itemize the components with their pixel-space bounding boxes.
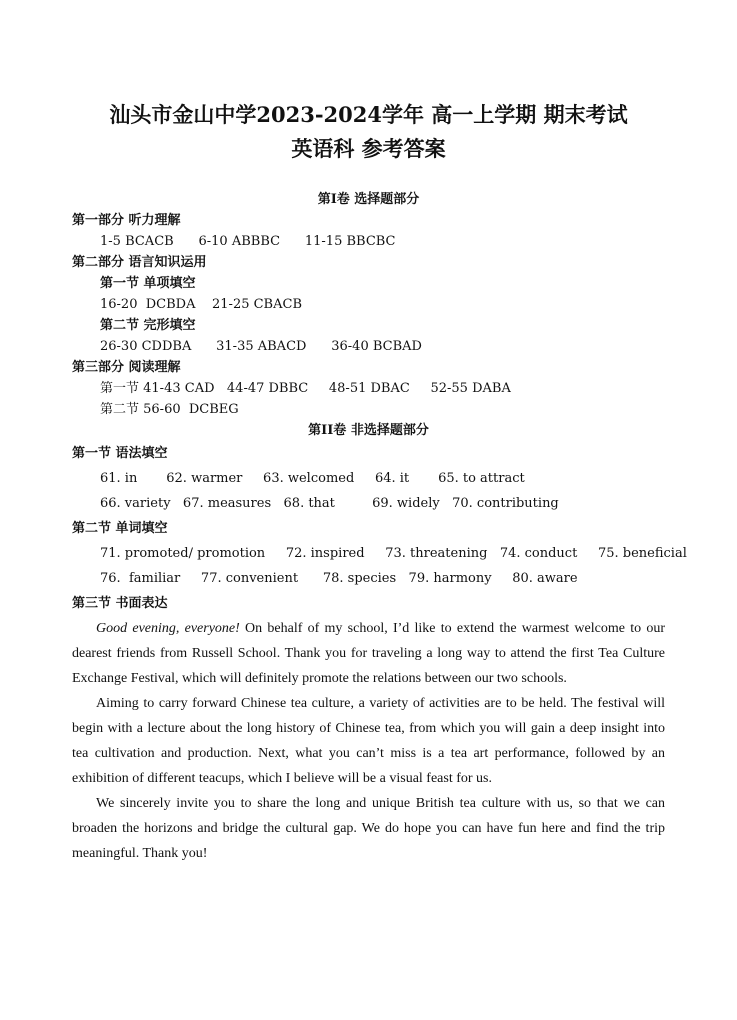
page-subtitle: 英语科 参考答案 — [291, 136, 446, 161]
single-choice-heading: 第一节 单项填空 — [100, 276, 196, 291]
vocab-heading: 第二节 单词填空 — [72, 521, 168, 536]
grammar-answers-row2: 66. variety 67. measures 68. that 69. widely 70. contributing — [100, 496, 559, 511]
essay-paragraph-1 — [72, 616, 665, 691]
part2-title: 第II卷 非选择题部分 — [308, 423, 429, 438]
essay-greeting: Good evening, everyone! — [96, 621, 240, 636]
cloze-answers: 26-30 CDDBA 31-35 ABACD 36-40 BCBAD — [100, 339, 422, 354]
listening-answers: 1-5 BCACB 6-10 ABBBC 11-15 BBCBC — [100, 234, 396, 249]
reading-section2-answers: 第二节 56-60 DCBEG — [100, 402, 239, 417]
cloze-heading: 第二节 完形填空 — [100, 318, 196, 333]
writing-heading: 第三节 书面表达 — [72, 596, 168, 611]
vocab-answers-row1: 71. promoted/ promotion 72. inspired 73. threatening 74. conduct 75. beneficial — [100, 546, 687, 561]
essay-paragraph-1-text: On behalf of my school, I’d like to extend the warmest welcome to our dearest friends from Russell School. Thank you for traveling a long way to attend the first Tea Culture Exchange Festival, which will definitely promote the relations between our two schools. — [72, 621, 665, 686]
reading-heading: 第三部分 阅读理解 — [72, 360, 181, 375]
vocab-answers-row2: 76. familiar 77. convenient 78. species 79. harmony 80. aware — [100, 571, 578, 586]
listening-heading: 第一部分 听力理解 — [72, 213, 181, 228]
essay-paragraph-2: Aiming to carry forward Chinese tea culture, a variety of activities are to be held. The festival will begin with a lecture about the long history of Chinese tea, from which you will gain a deep insight into tea cultivation and production. Next, what you can’t miss is a tea art performance, followed by an exhibition of different teacups, which I believe will be a visual feast for us. — [72, 696, 665, 786]
reading-section1-answers: 第一节 41-43 CAD 44-47 DBBC 48-51 DBAC 52-55 DABA — [100, 381, 511, 396]
single-choice-answers: 16-20 DCBDA 21-25 CBACB — [100, 297, 303, 312]
part1-title: 第I卷 选择题部分 — [317, 192, 420, 207]
grammar-answers-row1: 61. in 62. warmer 63. welcomed 64. it 65. to attract — [100, 471, 525, 486]
language-heading: 第二部分 语言知识运用 — [72, 255, 207, 270]
grammar-heading: 第一节 语法填空 — [72, 446, 168, 461]
essay-paragraph-3: We sincerely invite you to share the long and unique British tea culture with us, so that we can broaden the horizons and bridge the cultural gap. We do hope you can have fun here and find the trip meaningful. Thank you! — [72, 796, 665, 861]
page-title: 汕头市金山中学2023-2024学年 高一上学期 期末考试 — [109, 102, 628, 127]
